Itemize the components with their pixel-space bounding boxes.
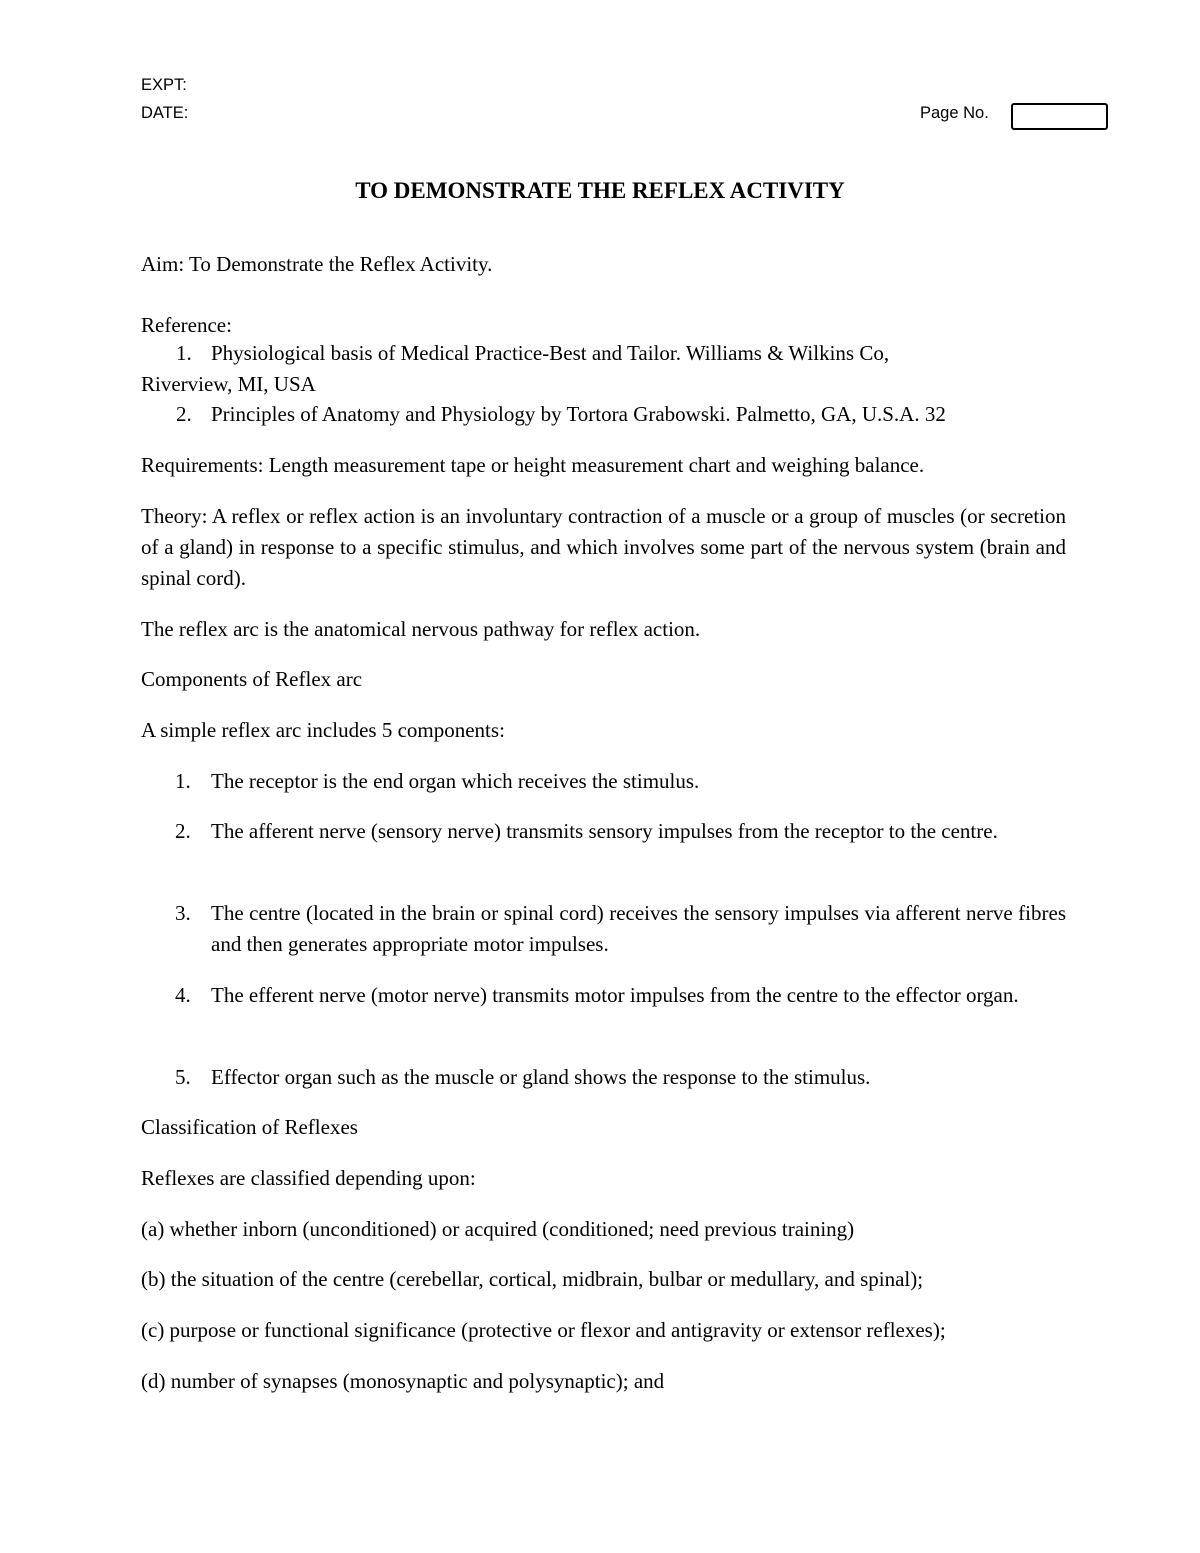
components-intro: A simple reflex arc includes 5 components: [141, 718, 505, 742]
reference-item-line2: Riverview, MI, USA [141, 372, 316, 396]
list-item: 4. The efferent nerve (motor nerve) transmits motor impulses from the centre to the effector organ. [175, 983, 1019, 1007]
components-heading: Components of Reflex arc [141, 667, 363, 691]
reference-item-line1: 1. Physiological basis of Medical Practice-Best and Tailor. Williams & Wilkins Co, [176, 341, 890, 365]
list-item: 1. The receptor is the end organ which receives the stimulus. [175, 769, 700, 793]
reflex-arc-text: The reflex arc is the anatomical nervous pathway for reflex action. [141, 617, 701, 641]
list-item: 3. The centre (located in the brain or spinal cord) receives the sensory impulses via afferent nerve fibres and then generates appropriate motor impulses. [175, 901, 1066, 956]
classification-heading: Classification of Reflexes [141, 1115, 358, 1139]
reference-item: 2. Principles of Anatomy and Physiology by Tortora Grabowski. Palmetto, GA, U.S.A. 32 [176, 402, 946, 426]
reference-item [141, 338, 1066, 400]
aim-text: Aim: To Demonstrate the Reflex Activity. [141, 252, 493, 276]
requirements-text: Requirements: Length measurement tape or height measurement chart and weighing balance. [141, 453, 925, 477]
date-label: DATE: [141, 104, 189, 122]
classification-item: (b) the situation of the centre (cerebellar, cortical, midbrain, bulbar or medullary, and spinal); [141, 1267, 924, 1291]
list-item: 5. Effector organ such as the muscle or gland shows the response to the stimulus. [175, 1065, 871, 1089]
classification-item: (d) number of synapses (monosynaptic and polysynaptic); and [141, 1369, 665, 1393]
page-number-box [1011, 103, 1108, 130]
theory-text: Theory: A reflex or reflex action is an involuntary contraction of a muscle or a group of muscles (or secretion of a gland) in response to a specific stimulus, and which involves some part of the nervous system (brain and spinal cord). [141, 504, 1066, 590]
reference-heading: Reference: [141, 313, 232, 337]
expt-label: EXPT: [141, 76, 187, 94]
list-item: 2. The afferent nerve (sensory nerve) transmits sensory impulses from the receptor to the centre. [175, 819, 998, 843]
page-title: TO DEMONSTRATE THE REFLEX ACTIVITY [355, 178, 845, 203]
classification-item: (c) purpose or functional significance (protective or flexor and antigravity or extensor reflexes); [141, 1318, 946, 1342]
classification-item: (a) whether inborn (unconditioned) or acquired (conditioned; need previous training) [141, 1217, 855, 1241]
page-no-label: Page No. [920, 104, 989, 122]
classification-intro: Reflexes are classified depending upon: [141, 1166, 476, 1190]
